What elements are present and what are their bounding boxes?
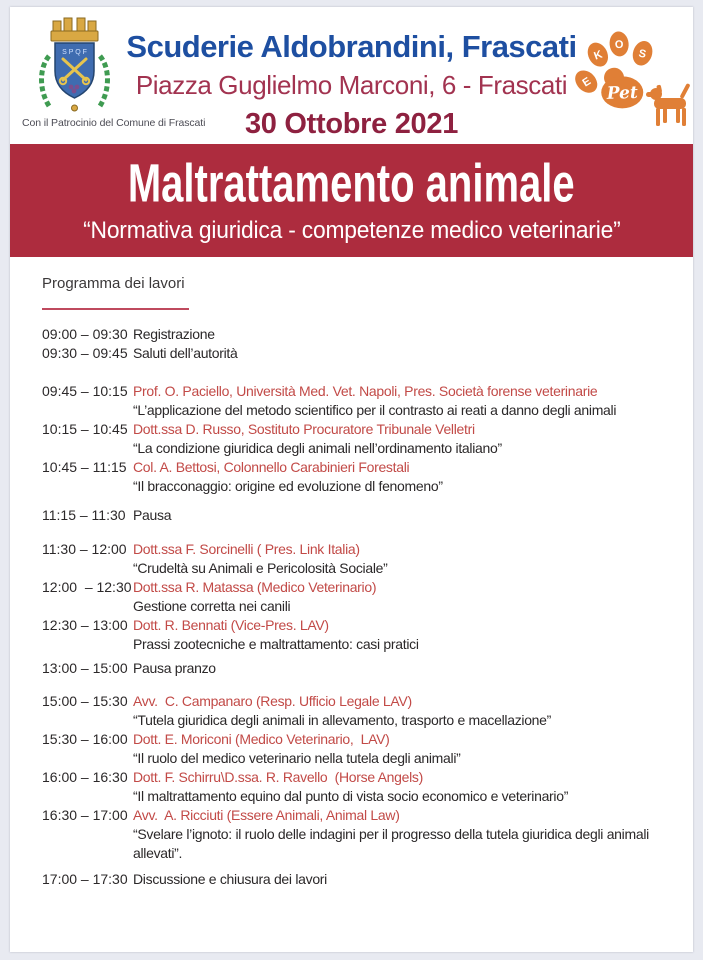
schedule-row bbox=[10, 325, 693, 344]
talk-title: “Crudeltà su Animali e Pericolosità Sociale” bbox=[133, 560, 388, 576]
time-range: 09:00 – 09:30 bbox=[42, 326, 128, 342]
session-text: Registrazione bbox=[133, 326, 215, 342]
talk-title: “Il bracconaggio: origine ed evoluzione dl fenomeno” bbox=[133, 478, 443, 494]
talk-title: “L’applicazione del metodo scientifico per il contrasto ai reati a danno degli animali bbox=[133, 402, 617, 418]
program-heading-underline bbox=[42, 308, 189, 310]
time-range: 10:45 – 11:15 bbox=[42, 459, 127, 475]
ekos-pet-logo bbox=[573, 27, 695, 145]
schedule-row bbox=[10, 768, 693, 806]
paw-icon bbox=[573, 27, 668, 122]
session-text: Saluti dell’autorità bbox=[133, 345, 238, 361]
time-range: 17:00 – 17:30 bbox=[42, 871, 128, 887]
schedule-row bbox=[10, 420, 693, 458]
schedule-row bbox=[10, 659, 693, 678]
schedule-row bbox=[10, 382, 693, 420]
session-text: Pausa bbox=[133, 507, 172, 523]
speaker-name: Dott. R. Bennati (Vice-Pres. LAV) bbox=[133, 617, 329, 633]
comune-frascati-crest-icon bbox=[35, 14, 115, 114]
flyer-card bbox=[10, 7, 693, 952]
header-text-block bbox=[110, 7, 593, 141]
talk-title: “Svelare l’ignoto: il ruolo delle indagini per il progresso della tutela giuridica degli animali allevati”. bbox=[133, 826, 649, 861]
svg-text:O: O bbox=[614, 38, 624, 52]
venue-address: Piazza Guglielmo Marconi, 6 - Frascati bbox=[135, 70, 568, 100]
svg-text:S P Q F: S P Q F bbox=[62, 49, 87, 56]
time-range: 15:30 – 16:00 bbox=[42, 731, 128, 747]
time-range: 13:00 – 15:00 bbox=[42, 660, 128, 676]
svg-text:E: E bbox=[580, 75, 594, 90]
time-range: 12:30 – 13:00 bbox=[42, 617, 128, 633]
schedule-row bbox=[10, 578, 693, 616]
speaker-name: Dott. F. Schirru\D.ssa. R. Ravello (Horse Angels) bbox=[133, 769, 423, 785]
schedule-row bbox=[10, 730, 693, 768]
time-range: 09:45 – 10:15 bbox=[42, 383, 128, 399]
svg-text:K: K bbox=[592, 48, 604, 63]
venue-title: Scuderie Aldobrandini, Frascati bbox=[126, 29, 577, 64]
session-text: Discussione e chiusura dei lavori bbox=[133, 871, 327, 887]
speaker-name: Avv. A. Ricciuti (Essere Animali, Animal Law) bbox=[133, 807, 400, 823]
program-heading: Programma dei lavori bbox=[42, 275, 185, 292]
time-range: 16:30 – 17:00 bbox=[42, 807, 128, 823]
schedule-row bbox=[10, 806, 693, 863]
time-range: 11:15 – 11:30 bbox=[42, 507, 126, 523]
time-range: 10:15 – 10:45 bbox=[42, 421, 128, 437]
speaker-name: Dott.ssa F. Sorcinelli ( Pres. Link Italia) bbox=[133, 541, 360, 557]
talk-title: “Il maltrattamento equino dal punto di vista socio economico e veterinario” bbox=[133, 788, 569, 804]
title-banner bbox=[10, 144, 693, 257]
speaker-name: Dott. E. Moriconi (Medico Veterinario, LAV) bbox=[133, 731, 390, 747]
schedule-row bbox=[10, 458, 693, 496]
event-title: Maltrattamento animale bbox=[128, 152, 575, 214]
program-schedule bbox=[10, 325, 693, 889]
talk-title: Gestione corretta nei canili bbox=[133, 598, 291, 614]
time-range: 15:00 – 15:30 bbox=[42, 693, 128, 709]
dog-icon bbox=[646, 83, 691, 126]
talk-title: “Il ruolo del medico veterinario nella tutela degli animali” bbox=[133, 750, 461, 766]
svg-text:S: S bbox=[637, 47, 648, 61]
schedule-row bbox=[10, 540, 693, 578]
schedule-row bbox=[10, 344, 693, 363]
time-range: 12:00 – 12:30 bbox=[42, 579, 132, 595]
session-text: Pausa pranzo bbox=[133, 660, 216, 676]
speaker-name: Col. A. Bettosi, Colonnello Carabinieri Forestali bbox=[133, 459, 410, 475]
speaker-name: Avv. C. Campanaro (Resp. Ufficio Legale LAV) bbox=[133, 693, 412, 709]
schedule-row bbox=[10, 692, 693, 730]
schedule-row bbox=[10, 870, 693, 889]
time-range: 11:30 – 12:00 bbox=[42, 541, 127, 557]
event-date: 30 Ottobre 2021 bbox=[244, 108, 459, 140]
talk-title: “Tutela giuridica degli animali in allevamento, trasporto e macellazione” bbox=[133, 712, 552, 728]
time-range: 16:00 – 16:30 bbox=[42, 769, 128, 785]
schedule-row bbox=[10, 616, 693, 654]
speaker-name: Dott.ssa R. Matassa (Medico Veterinario) bbox=[133, 579, 377, 595]
speaker-name: Dott.ssa D. Russo, Sostituto Procuratore Tribunale Velletri bbox=[133, 421, 475, 437]
time-range: 09:30 – 09:45 bbox=[42, 345, 128, 361]
talk-title: Prassi zootecniche e maltrattamento: casi pratici bbox=[133, 636, 419, 652]
speaker-name: Prof. O. Paciello, Università Med. Vet. Napoli, Pres. Società forense veterinarie bbox=[133, 383, 598, 399]
schedule-row bbox=[10, 506, 693, 525]
talk-title: “La condizione giuridica degli animali nell’ordinamento italiano” bbox=[133, 440, 502, 456]
patronage-text: Con il Patrocinio del Comune di Frascati bbox=[22, 117, 206, 129]
event-subtitle: “Normativa giuridica - competenze medico veterinarie” bbox=[82, 217, 621, 244]
svg-text:Pet: Pet bbox=[606, 82, 639, 104]
